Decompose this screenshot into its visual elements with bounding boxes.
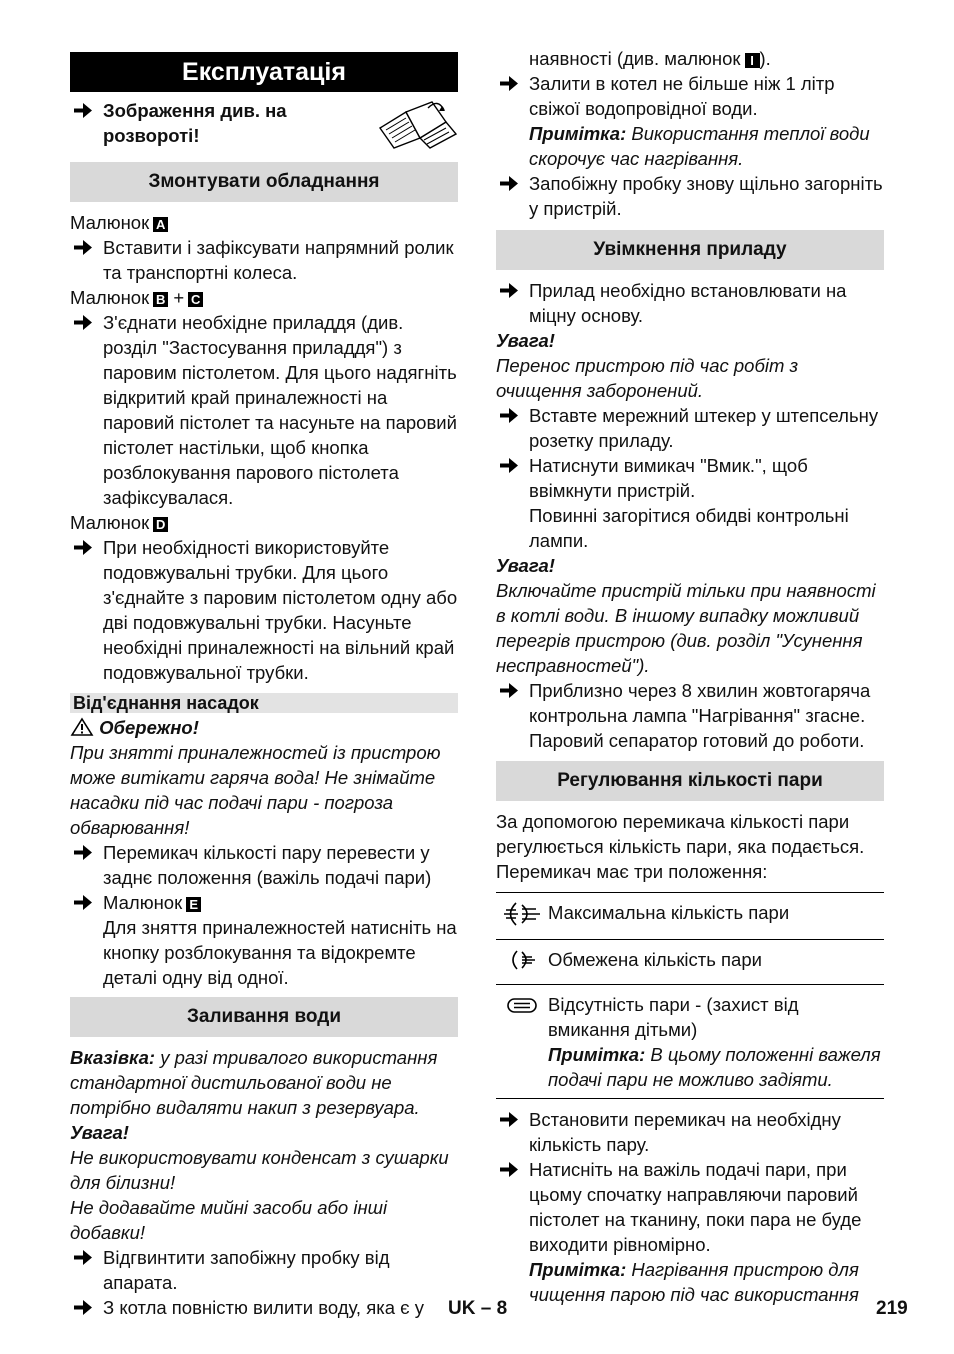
right-column (496, 46, 884, 1307)
on-step-3: Натиснути вимикач "Вмик.", щоб ввімкнути пристрій. Повинні загорітися обидві контрольні лампи. (496, 453, 884, 553)
attention-text-2: Включайте пристрій тільки при наявності в котлі води. В іншому випадку можливий перегрів пристрою (див. розділ "Усунення несправностей"). (496, 580, 876, 676)
left-column (70, 52, 458, 1320)
page-label: UK – 8 (448, 1298, 508, 1319)
water-step-2-continued: наявності (див. малюнок I ). (529, 48, 771, 69)
arrow-right-icon (498, 678, 520, 703)
steam-step-1: Встановити перемикач на необхідну кількість пару. (496, 1107, 884, 1157)
arrow-right-icon (72, 1245, 94, 1270)
no-steam-icon (502, 992, 542, 1018)
table-row: Відсутність пари - (захист від вмикання дітьми) Примітка: В цьому положенні важеля подачі пари не можливо задіяти. (496, 985, 884, 1099)
arrow-right-icon (498, 1107, 520, 1132)
arrow-right-icon (498, 1157, 520, 1182)
table-row: Обмежена кількість пари (496, 940, 884, 985)
arrow-right-icon (72, 98, 94, 123)
arrow-right-icon (498, 71, 520, 96)
section-mount: Змонтувати обладнання (70, 162, 458, 202)
attention-label-2: Увага! (496, 555, 555, 576)
subsection-detach: Від'єднання насадок (70, 693, 458, 713)
water-step-2: З котла повністю вилити воду, яка є у (70, 1295, 458, 1320)
water-note: Вказівка: у разі тривалого використання стандартної дистильованої води не потрібно видаляти накип з резервуара. (70, 1047, 438, 1118)
section-water: Заливання води (70, 997, 458, 1037)
arrow-right-icon (72, 235, 94, 260)
arrow-right-icon (72, 890, 94, 915)
figure-d-ref: Малюнок D (70, 510, 458, 535)
attention-text-1: Не використовувати конденсат з сушарки для білизни! (70, 1147, 449, 1193)
open-book-icon (376, 98, 458, 150)
water-step-1: Відгвинтити запобіжну пробку від апарата. (70, 1245, 458, 1295)
mount-step-1: Вставити і зафіксувати напрямний ролик та транспортні колеса. (70, 235, 458, 285)
caution-line: Обережно! (70, 715, 458, 740)
arrow-right-icon (72, 310, 94, 335)
mount-step-2: З'єднати необхідне приладдя (див. розділ "Застосування приладдя") з паровим пістолетом. Для цього надягніть відкритий край приналежності на паровий пістолет та насуньте на паровий пістолет настільки, щоб кнопка розблокування парового пістолета зафіксувалася. (70, 310, 458, 510)
caution-text: При знятті приналежностей із пристрою може витікати гаряча вода! Не знімайте насадки під час подачі пари - погроза обварювання! (70, 742, 441, 838)
arrow-right-icon (498, 171, 520, 196)
on-step-2: Вставте мережний штекер у штепсельну розетку приладу. (496, 403, 884, 453)
water-step-4: Запобіжну пробку знову щільно загорніть у пристрій. (496, 171, 884, 221)
attention-label-1: Увага! (496, 330, 555, 351)
arrow-right-icon (72, 535, 94, 560)
steam-positions-table (496, 892, 884, 1099)
detach-step-2: Малюнок E Для зняття приналежностей натисніть на кнопку розблокування та відокремте деталі одну від одної. (70, 890, 458, 990)
on-step-4: Приблизно через 8 хвилин жовтогаряча контрольна лампа "Нагрівання" згасне. Паровий сепаратор готовий до роботи. (496, 678, 884, 753)
page-number: 219 (876, 1298, 908, 1319)
on-step-1: Прилад необхідно встановлювати на міцну основу. (496, 278, 884, 328)
intro-item: Зображення див. на розвороті! (70, 98, 373, 148)
water-step-3: Залити в котел не більше ніж 1 літр свіжої водопровідної води. Примітка: Використання теплої води скорочує час нагрівання. (496, 71, 884, 171)
max-steam-icon (502, 900, 542, 928)
page-title: Експлуатація (70, 52, 458, 92)
reduced-steam-icon (502, 947, 542, 973)
attention-text-2: Не додавайте мийні засоби або інші добавки! (70, 1197, 388, 1243)
arrow-right-icon (498, 453, 520, 478)
section-steam: Регулювання кількості пари (496, 761, 884, 801)
detach-step-1: Перемикач кількості пару перевести у заднє положення (важіль подачі пари) (70, 840, 458, 890)
arrow-right-icon (72, 840, 94, 865)
figure-a-ref: Малюнок A (70, 210, 458, 235)
mount-step-3: При необхідності використовуйте подовжувальні трубки. Для цього з'єднайте з паровим пістолетом одну або дві подовжувальні трубки. Насуньте необхідні приналежності на вільний край подовжувальної трубки. (70, 535, 458, 685)
arrow-right-icon (72, 1295, 94, 1320)
steam-intro: За допомогою перемикача кількості пари регулюється кількість пари, яка подається. Перемикач має три положення: (496, 811, 865, 882)
arrow-right-icon (498, 403, 520, 428)
figure-bc-ref: Малюнок B + C (70, 285, 458, 310)
table-row: Максимальна кількість пари (496, 893, 884, 940)
warning-triangle-icon (70, 717, 94, 737)
attention-text-1: Перенос пристрою під час робіт з очищення заборонений. (496, 355, 799, 401)
section-switch-on: Увімкнення приладу (496, 230, 884, 270)
arrow-right-icon (498, 278, 520, 303)
attention-label: Увага! (70, 1122, 129, 1143)
steam-step-2: Натисніть на важіль подачі пари, при цьому спочатку направляючи паровий пістолет на тканину, поки пара не буде виходити рівномірно. Примітка: Нагрівання пристрою для чищення парою під час використання (496, 1157, 884, 1307)
